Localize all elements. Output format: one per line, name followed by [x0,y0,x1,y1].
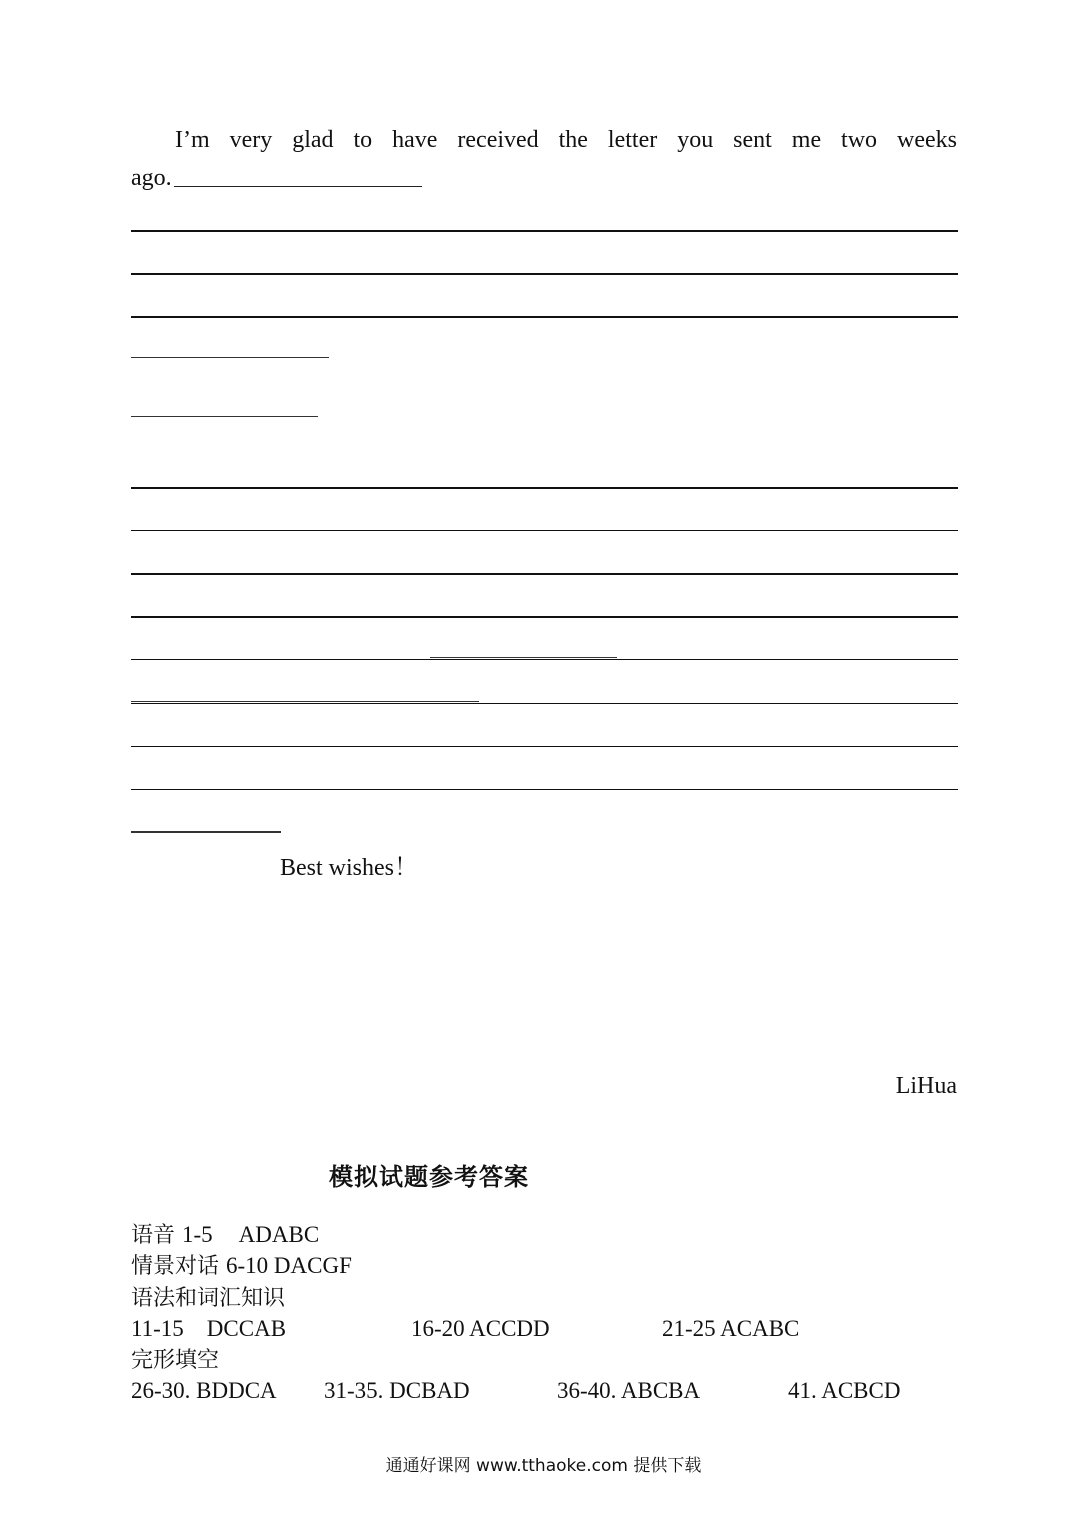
letter-signature: LiHua [895,1073,957,1099]
section-label: 语法和词汇知识 [131,1286,286,1311]
writing-line [131,273,958,275]
letter-opening-continuation: ago. [131,165,172,191]
grammar-answer-3: 21-25 ACABC [662,1316,800,1341]
writing-short-line [131,416,318,417]
grammar-title [131,1283,285,1314]
writing-short-line [131,357,329,358]
section-label: 语音 [131,1223,182,1248]
cloze-answer-1: 26-30. BDDCA [131,1378,277,1403]
page-footer: 通通好课网 www.tthaoke.com 提供下载 [385,1456,702,1476]
answer-range: 1-5 [182,1222,213,1247]
writing-line [131,316,958,318]
writing-line [131,746,958,747]
writing-blank [174,186,422,187]
writing-line-overlay [430,657,617,658]
writing-line [131,703,958,704]
cloze-title [131,1345,219,1376]
answer-value: ADABC [238,1222,320,1247]
answers-title: 模拟试题参考答案 [329,1163,529,1191]
writing-line-overlay [131,701,479,702]
writing-line [131,659,958,660]
letter-opening-line: I’m very glad to have received the letter you sent me two weeks [175,127,957,153]
letter-closing: Best wishes！ [280,855,418,881]
answer-pronunciation [131,1220,319,1251]
writing-line [131,789,958,790]
section-label: 情景对话 [131,1254,226,1279]
answer-dialogue [131,1251,352,1282]
answer-value: 6-10 DACGF [226,1253,352,1278]
section-label: 完形填空 [131,1348,220,1373]
writing-line [131,230,958,232]
grammar-answer-2: 16-20 ACCDD [411,1316,550,1341]
grammar-answer-1: 11-15 DCCAB [131,1316,287,1341]
writing-line [131,573,958,575]
writing-line [131,487,958,489]
writing-short-line [131,831,281,833]
writing-line [131,616,958,618]
cloze-answer-2: 31-35. DCBAD [324,1378,470,1403]
cloze-answer-3: 36-40. ABCBA [557,1378,701,1403]
cloze-answer-4: 41. ACBCD [788,1378,901,1403]
writing-line [131,530,958,531]
